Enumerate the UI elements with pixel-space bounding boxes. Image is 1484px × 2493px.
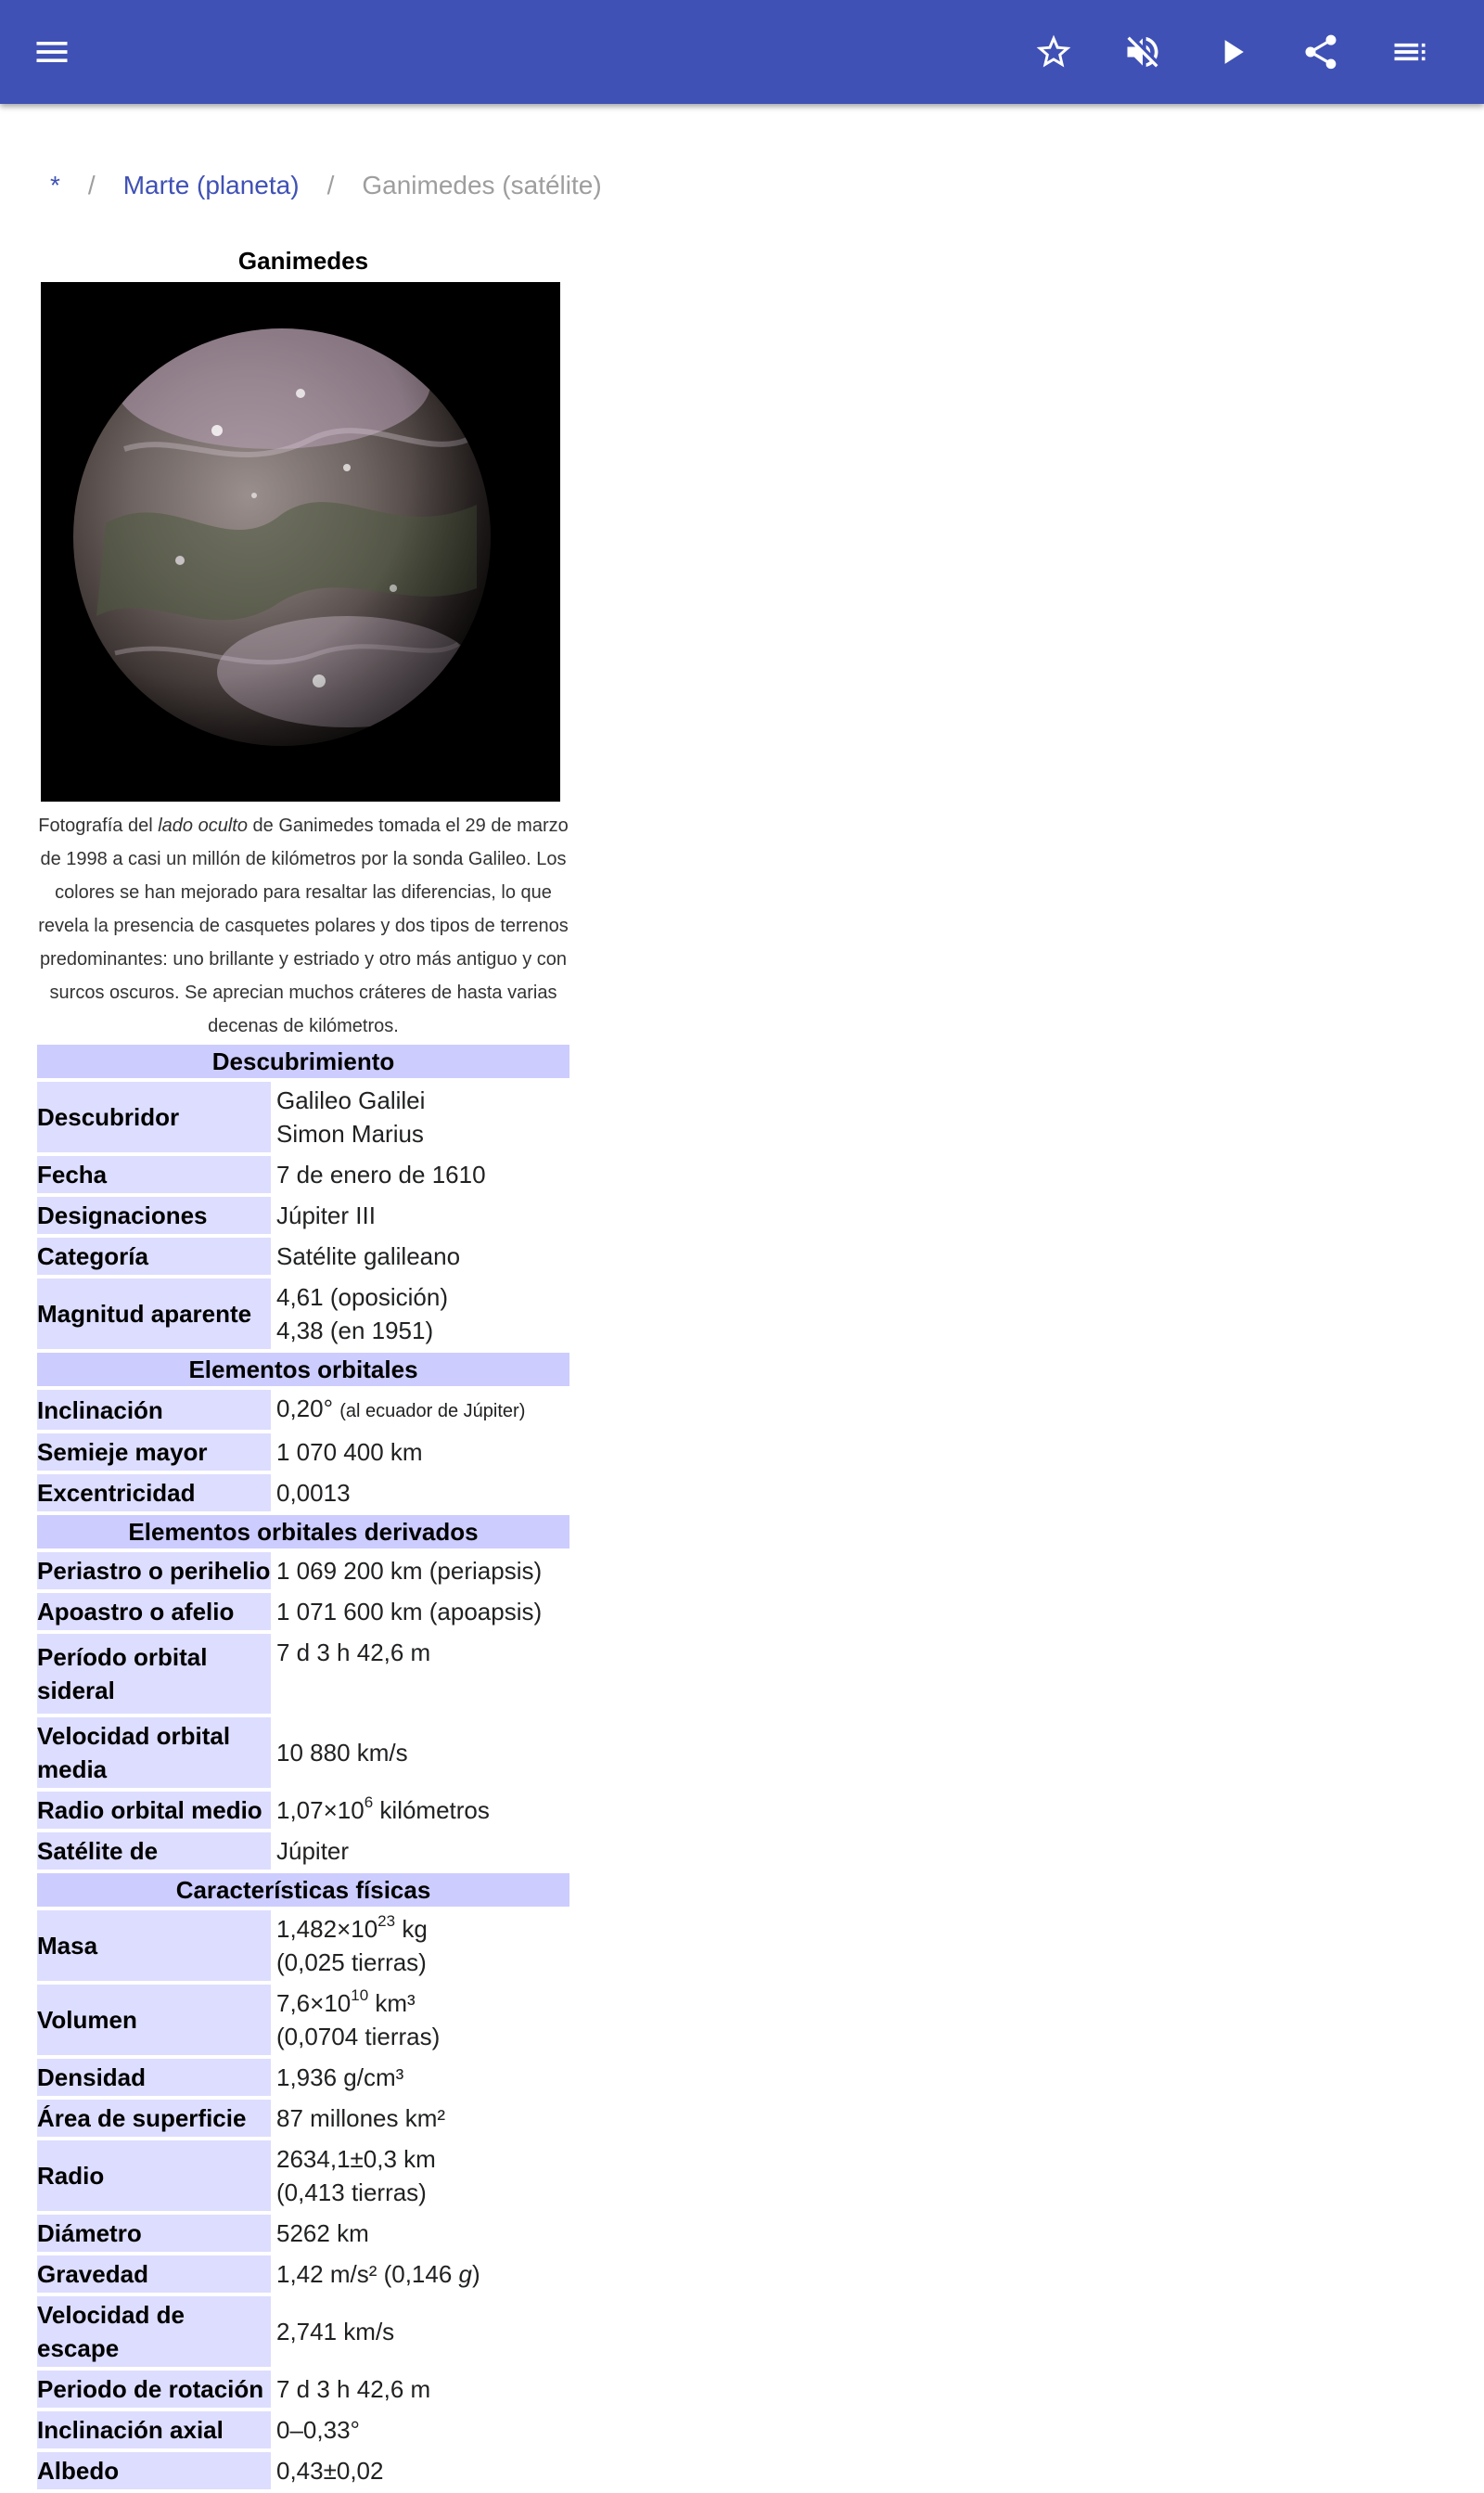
- row-value: 7 d 3 h 42,6 m: [276, 2375, 431, 2403]
- section-header-orbital: Elementos orbitales: [37, 1353, 569, 1386]
- row-label: Área de superficie: [37, 2100, 275, 2137]
- row-value: Júpiter III: [276, 1202, 376, 1229]
- row-label: Período orbital sideral: [37, 1634, 275, 1714]
- breadcrumb-separator: /: [326, 171, 335, 199]
- row-label: Periodo de rotación: [37, 2371, 275, 2408]
- infobox: [37, 239, 569, 2493]
- value-note: (al ecuador de Júpiter): [339, 1401, 526, 1421]
- value-text: 0,20°: [276, 1394, 334, 1422]
- image-caption: [37, 809, 569, 1043]
- value-exponent: 6: [364, 1793, 374, 1812]
- row-label: Gravedad: [37, 2255, 275, 2293]
- row-value[interactable]: Júpiter: [276, 1837, 350, 1865]
- row-value: 7 d 3 h 42,6 m: [276, 1638, 431, 1666]
- row-value: 0,43±0,02: [276, 2457, 384, 2485]
- row-value: 87 millones km²: [276, 2104, 446, 2132]
- row-value: 7 de enero de 1610: [276, 1161, 486, 1189]
- value-exponent: 23: [377, 1912, 396, 1931]
- value-line: (0,025 tierras): [276, 1948, 427, 1976]
- caption-text: Fotografía del: [38, 816, 159, 836]
- table-of-contents-icon[interactable]: [1380, 22, 1439, 82]
- value-line: (0,413 tierras): [276, 2178, 427, 2206]
- row-label: Radio orbital medio: [37, 1792, 275, 1829]
- star-outline-icon[interactable]: [1024, 22, 1083, 82]
- row-value: 1 069 200 km (periapsis): [276, 1557, 543, 1585]
- row-label: Fecha: [37, 1156, 275, 1193]
- value-exponent: 10: [351, 1986, 369, 2005]
- row-value: [275, 1390, 569, 1430]
- breadcrumb-separator: /: [87, 171, 96, 199]
- row-value: [275, 2140, 569, 2211]
- caption-text: de Ganimedes tomada el 29 de marzo de 1998 a casi un millón de kilómetros por la sonda Galileo. Los colores se han mejorado para resaltar las diferencias, lo que revela la presencia de casquetes polares y dos tipos de terrenos predominantes: uno brillante y estriado y otro más antiguo y con surcos oscuros. Se aprecian muchos cráteres de hasta varias decenas de kilómetros.: [38, 816, 569, 1036]
- value-unit: kg: [395, 1915, 428, 1943]
- row-label: Satélite de: [37, 1832, 275, 1870]
- value-text: ): [472, 2260, 480, 2288]
- value-text: 1,482×10: [276, 1915, 378, 1943]
- row-label: Diámetro: [37, 2215, 275, 2252]
- row-value: 0,0013: [276, 1479, 351, 1507]
- section-header-physical: Características físicas: [37, 1873, 569, 1907]
- row-label: Categoría: [37, 1238, 275, 1275]
- row-value: [275, 2255, 569, 2293]
- row-label: Periastro o perihelio: [37, 1552, 275, 1589]
- menu-icon[interactable]: [22, 22, 82, 82]
- value-unit: km³: [368, 1989, 416, 2017]
- row-label: Magnitud aparente: [37, 1279, 275, 1349]
- row-value: [275, 1082, 569, 1152]
- row-label: Masa: [37, 1910, 275, 1981]
- value-text: 1,42 m/s² (0,146: [276, 2260, 459, 2288]
- value-line: 2634,1±0,3 km: [276, 2145, 436, 2173]
- row-label: Volumen: [37, 1985, 275, 2055]
- value-line: (0,0704 tierras): [276, 2023, 441, 2050]
- row-value: 0–0,33°: [276, 2416, 360, 2444]
- row-label: Semieje mayor: [37, 1433, 275, 1471]
- play-icon[interactable]: [1202, 22, 1261, 82]
- breadcrumb-home[interactable]: *: [50, 171, 60, 199]
- infobox-table: [37, 1041, 569, 2493]
- breadcrumb-current: Ganimedes (satélite): [362, 171, 602, 199]
- breadcrumb: [50, 165, 602, 206]
- section-header-discovery: Descubrimiento: [37, 1045, 569, 1078]
- section-header-orbital-derived: Elementos orbitales derivados: [37, 1515, 569, 1548]
- row-value: 10 880 km/s: [276, 1739, 408, 1767]
- volume-off-icon[interactable]: [1113, 22, 1172, 82]
- row-label: Apoastro o afelio: [37, 1593, 275, 1630]
- row-value: [275, 1910, 569, 1981]
- row-value: Satélite galileano: [276, 1242, 461, 1270]
- row-label: Velocidad orbital media: [37, 1717, 275, 1788]
- app-bar: [0, 0, 1484, 104]
- row-value: 2,741 km/s: [276, 2318, 395, 2345]
- row-value: 1,936 g/cm³: [276, 2063, 404, 2091]
- row-label: Densidad: [37, 2059, 275, 2096]
- ganymede-image[interactable]: [41, 282, 560, 802]
- row-label: Velocidad de escape: [37, 2296, 275, 2367]
- value-line: 4,61 (oposición): [276, 1283, 448, 1311]
- row-label: Designaciones: [37, 1197, 275, 1234]
- row-label: Radio: [37, 2140, 275, 2211]
- share-icon[interactable]: [1291, 22, 1350, 82]
- row-label: Excentricidad: [37, 1474, 275, 1511]
- value-text: 7,6×10: [276, 1989, 352, 2017]
- row-value: 1 071 600 km (apoapsis): [276, 1598, 543, 1626]
- caption-emphasis: lado oculto: [158, 816, 248, 836]
- row-label: Inclinación axial: [37, 2411, 275, 2448]
- row-label: Inclinación: [37, 1390, 275, 1430]
- row-value: 1 070 400 km: [276, 1438, 423, 1466]
- row-label: Descubridor: [37, 1082, 275, 1152]
- row-label: Albedo: [37, 2452, 275, 2489]
- value-line: 4,38 (en 1951): [276, 1317, 434, 1344]
- value-emphasis: g: [458, 2260, 473, 2288]
- row-value: 5262 km: [276, 2219, 369, 2247]
- infobox-title: Ganimedes: [237, 247, 369, 275]
- row-value: [275, 1792, 569, 1829]
- link-marius[interactable]: Simon Marius: [276, 1120, 424, 1148]
- row-value: [275, 1279, 569, 1349]
- ganymede-picture: [41, 282, 560, 802]
- breadcrumb-parent-link[interactable]: Marte (planeta): [122, 171, 300, 199]
- value-unit[interactable]: kilómetros: [373, 1796, 490, 1824]
- value-text: 1,07×10: [276, 1796, 365, 1824]
- row-value: [275, 1985, 569, 2055]
- link-galileo[interactable]: Galileo Galilei: [276, 1086, 426, 1114]
